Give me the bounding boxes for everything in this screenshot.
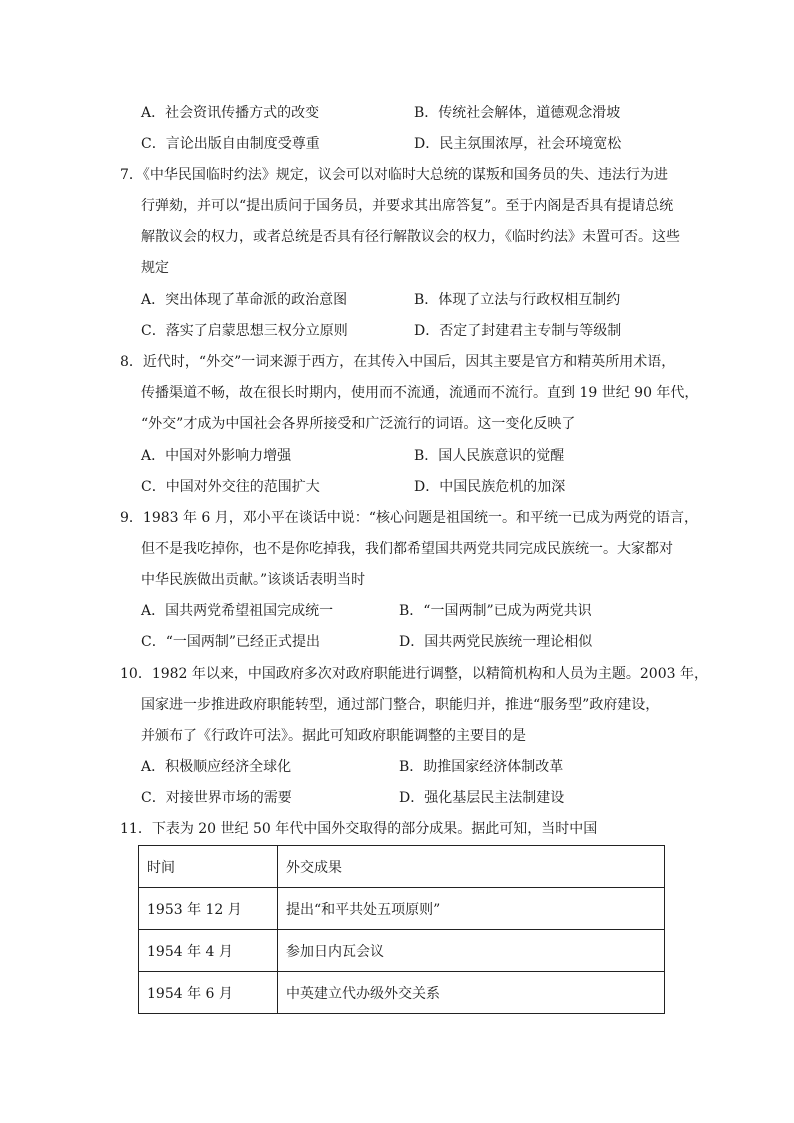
q9-option-b[interactable]: B．“一国两制”已成为两党共识 (399, 603, 592, 619)
q10-option-d[interactable]: D．强化基层民主法制建设 (399, 790, 565, 806)
q9-stem-line-1: 9．1983 年 6 月，邓小平在谈话中说：“核心问题是祖国统一。和平统一已成为两党的语言， (120, 510, 698, 526)
q10-option-b[interactable]: B．助推国家经济体制改革 (399, 759, 564, 775)
table-cell-achievement: 参加日内瓦会议 (278, 930, 665, 972)
q7-option-a[interactable]: A．突出体现了革命派的政治意图 (141, 292, 348, 308)
q9-option-a[interactable]: A．国共两党希望祖国完成统一 (141, 603, 334, 619)
table-header-row (139, 846, 665, 888)
q9-option-c[interactable]: C．“一国两制”已经正式提出 (141, 634, 321, 650)
table-cell-time: 1953 年 12 月 (139, 888, 278, 930)
table-row (139, 930, 665, 972)
q7-option-d[interactable]: D．否定了封建君主专制与等级制 (414, 323, 622, 339)
q9-option-d[interactable]: D．国共两党民族统一理论相似 (399, 634, 593, 650)
table-cell-time: 1954 年 6 月 (139, 972, 278, 1014)
q10-stem-line-2: 国家进一步推进政府职能转型，通过部门整合，职能归并，推进“服务型”政府建设， (141, 697, 660, 713)
q7-option-c[interactable]: C．落实了启蒙思想三权分立原则 (141, 323, 348, 339)
q10-stem-line-3: 并颁布了《行政许可法》。据此可知政府职能调整的主要目的是 (141, 728, 526, 744)
q7-stem-line-4: 规定 (141, 260, 169, 276)
q8-option-a[interactable]: A．中国对外影响力增强 (141, 448, 292, 464)
table-row (139, 972, 665, 1014)
q10-stem-line-1: 10．1982 年以来，中国政府多次对政府职能进行调整，以精简机构和人员为主题。2003 年， (120, 666, 708, 682)
q11-stem-line-1: 11．下表为 20 世纪 50 年代中国外交取得的部分成果。据此可知，当时中国 (120, 821, 598, 837)
table-cell-achievement: 提出“和平共处五项原则” (278, 888, 665, 930)
q9-stem-line-3: 中华民族做出贡献。”该谈话表明当时 (141, 572, 366, 588)
q9-stem-line-2: 但不是我吃掉你，也不是你吃掉我，我们都希望国共两党共同完成民族统一。大家都对 (141, 541, 673, 557)
table-cell-time: 1954 年 4 月 (139, 930, 278, 972)
q8-stem-line-1: 8．近代时，“外交”一词来源于西方，在其传入中国后，因其主要是官方和精英所用术语， (120, 354, 676, 370)
q7-option-b[interactable]: B．体现了立法与行政权相互制约 (414, 292, 621, 308)
q7-stem-line-1: 7．《中华民国临时约法》规定，议会可以对临时大总统的谋叛和国务员的失、违法行为进 (120, 167, 668, 183)
q7-stem-line-2: 行弹劾，并可以“提出质问于国务员，并要求其出席答复”。至于内阁是否具有提请总统 (141, 198, 674, 214)
q8-option-b[interactable]: B．国人民族意识的觉醒 (414, 448, 565, 464)
q8-stem-line-2: 传播渠道不畅，故在很长时期内，使用而不流通，流通而不流行。直到 19 世纪 90 年代， (141, 385, 699, 401)
table-row (139, 888, 665, 930)
q6-option-b[interactable]: B．传统社会解体，道德观念滑坡 (414, 105, 621, 121)
q6-option-c[interactable]: C．言论出版自由制度受尊重 (141, 136, 320, 152)
q8-option-d[interactable]: D．中国民族危机的加深 (414, 479, 566, 495)
q10-option-a[interactable]: A．积极顺应经济全球化 (141, 759, 292, 775)
q8-option-c[interactable]: C．中国对外交往的范围扩大 (141, 479, 320, 495)
q6-option-a[interactable]: A．社会资讯传播方式的改变 (141, 105, 320, 121)
q8-stem-line-3: “外交”才成为中国社会各界所接受和广泛流行的词语。这一变化反映了 (141, 416, 576, 432)
q10-option-c[interactable]: C．对接世界市场的需要 (141, 790, 292, 806)
table-header-time: 时间 (139, 846, 278, 888)
q11-diplomacy-table (138, 845, 665, 1014)
table-cell-achievement: 中英建立代办级外交关系 (278, 972, 665, 1014)
q6-option-d[interactable]: D．民主氛围浓厚，社会环境宽松 (414, 136, 622, 152)
q7-stem-line-3: 解散议会的权力，或者总统是否具有径行解散议会的权力，《临时约法》未置可否。这些 (141, 229, 680, 245)
table-header-achievement: 外交成果 (278, 846, 665, 888)
